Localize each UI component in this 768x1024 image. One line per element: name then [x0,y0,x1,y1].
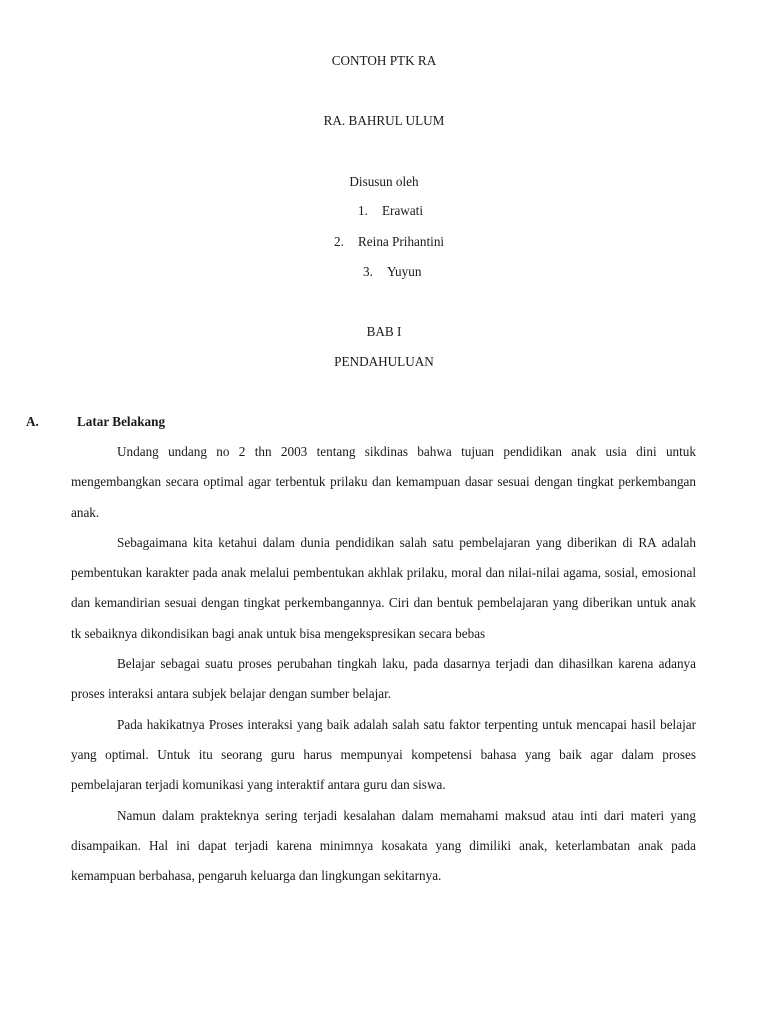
author-name: Erawati [382,203,424,218]
section-letter: A. [26,414,39,429]
author-item [358,201,423,221]
author-name: Reina Prihantini [358,234,445,249]
section-title: Latar Belakang [77,414,166,429]
author-item [363,262,421,282]
author-item [334,232,444,252]
section-heading [26,412,165,432]
paragraph: Sebagaimana kita ketahui dalam dunia pendidikan salah satu pembelajaran yang diberikan di RA adalah pembentukan karakter pada anak melalui pembentukan akhlak prilaku, moral dan nilai-nilai agama, sosial, emosional dan kemandirian sesuai dengan tingkat perkembangannya. Ciri dan bentuk pembelajaran yang diberikan untuk anak tk sebaiknya dikondisikan bagi anak untuk bisa mengekspresikan secara bebas [71,534,696,641]
body-text [71,437,696,891]
chapter-title: PENDAHULUAN [334,354,434,369]
document-title: CONTOH PTK RA [331,53,437,68]
author-label: Disusun oleh [349,174,419,189]
paragraph: Belajar sebagai suatu proses perubahan tingkah laku, pada dasarnya terjadi dan dihasilkan karena adanya proses interaksi antara subjek belajar dengan sumber belajar. [71,656,696,702]
chapter-number: BAB I [366,324,402,339]
paragraph: Namun dalam prakteknya sering terjadi kesalahan dalam memahami maksud atau inti dari materi yang disampaikan. Hal ini dapat terjadi karena minimnya kosakata yang dimiliki anak, keterlambatan anak pada kemampuan berbahasa, pengaruh keluarga dan lingkungan sekitarnya. [71,807,696,884]
author-name: Yuyun [387,264,422,279]
author-number: 3. [363,264,373,279]
author-number: 2. [334,234,344,249]
paragraph: Undang undang no 2 thn 2003 tentang sikdinas bahwa tujuan pendidikan anak usia dini untuk mengembangkan secara optimal agar terbentuk prilaku dan kemampuan dasar sesuai dengan tingkat perkembangan anak. [71,444,696,520]
author-number: 1. [358,203,368,218]
paragraph: Pada hakikatnya Proses interaksi yang baik adalah salah satu faktor terpenting untuk mencapai hasil belajar yang optimal. Untuk itu seorang guru harus mempunyai kompetensi bahasa yang baik agar dalam proses pembelajaran terjadi komunikasi yang interaktif antara guru dan siswa. [71,716,696,793]
school-name: RA. BAHRUL ULUM [323,113,445,128]
